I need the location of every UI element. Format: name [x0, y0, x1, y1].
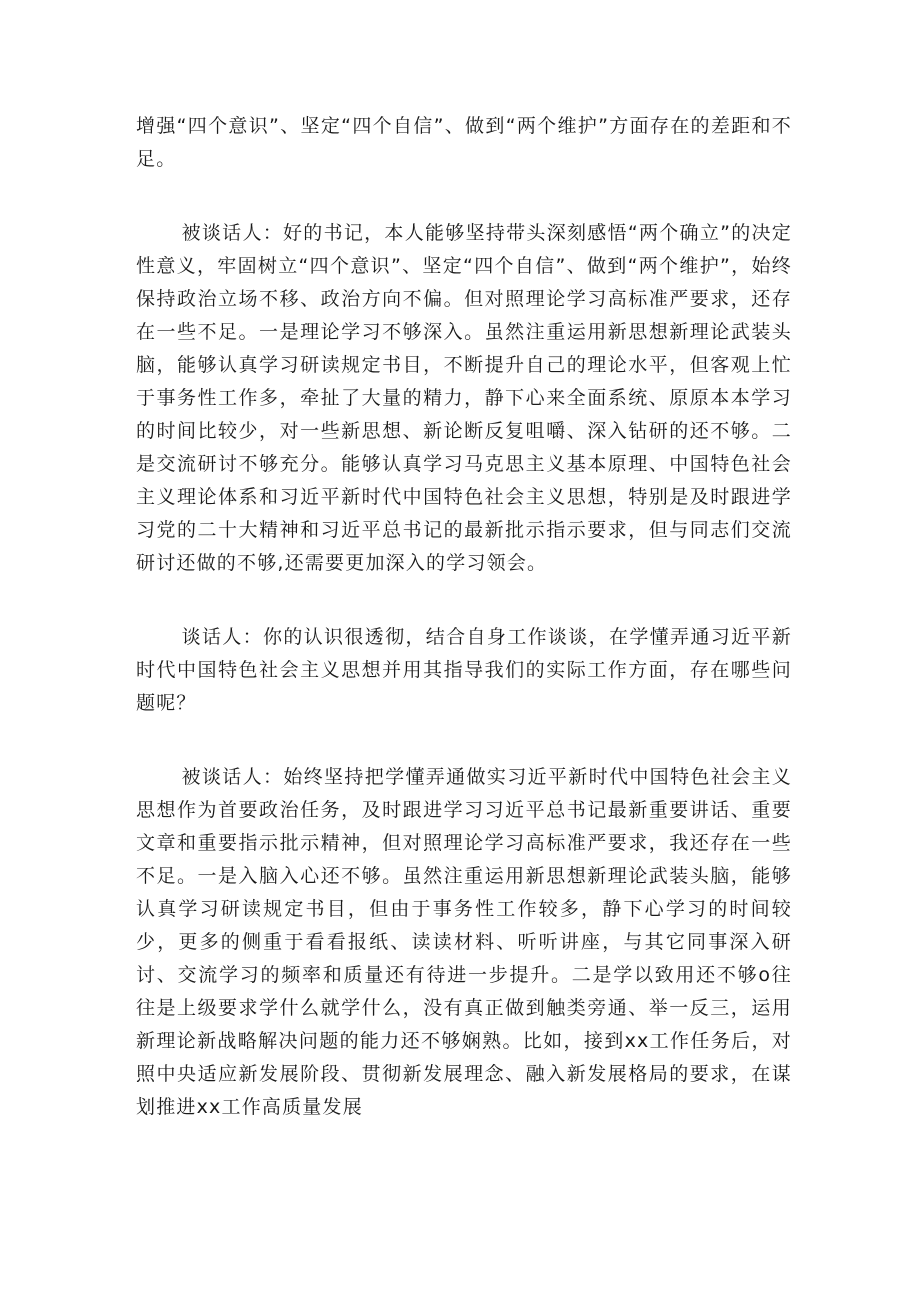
paragraph-interviewee-answer-2: 被谈话人：始终坚持把学懂弄通做实习近平新时代中国特色社会主义思想作为首要政治任务，及时跟进学习习近平总书记最新重要讲话、重要文章和重要指示批示精神，但对照理论学习高标准严要求，我还存在一些不足。一是入脑入心还不够。虽然注重运用新思想新理论武装头脑，能够认真学习研读规定书目，但由于事务性工作较多，静下心学习的时间较少，更多的侧重于看看报纸、读读材料、听听讲座，与其它同事深入研讨、交流学习的频率和质量还有待进一步提升。二是学以致用还不够o往往是上级要求学什么就学什么，没有真正做到触类旁通、举一反三，运用新理论新战略解决问题的能力还不够娴熟。比如，接到xx工作任务后，对照中央适应新发展阶段、贯彻新发展理念、融入新发展格局的要求，在谋划推进xx工作高质量发展	[136, 766, 792, 1118]
paragraph-continuation: 增强“四个意识”、坚定“四个自信”、做到“两个维护”方面存在的差距和不足。	[136, 115, 792, 170]
paragraph-interviewer-question: 谈话人：你的认识很透彻，结合自身工作谈谈，在学懂弄通习近平新时代中国特色社会主义思想并用其指导我们的实际工作方面，存在哪些问题呢？	[136, 626, 792, 714]
paragraph-gap	[136, 720, 792, 761]
paragraph-gap	[136, 580, 792, 621]
document-body	[136, 110, 792, 1124]
paragraph-gap	[136, 176, 792, 217]
paragraph-interviewee-answer-1: 被谈话人：好的书记，本人能够坚持带头深刻感悟“两个确立”的决定性意义，牢固树立“四个意识”、坚定“四个自信”、做到“两个维护”，始终保持政治立场不移、政治方向不偏。但对照理论学习高标准严要求，还存在一些不足。一是理论学习不够深入。虽然注重运用新思想新理论武装头脑，能够认真学习研读规定书目，不断提升自己的理论水平，但客观上忙于事务性工作多，牵扯了大量的精力，静下心来全面系统、原原本本学习的时间比较少，对一些新思想、新论断反复咀嚼、深入钻研的还不够。二是交流研讨不够充分。能够认真学习马克思主义基本原理、中国特色社会主义理论体系和习近平新时代中国特色社会主义思想，特别是及时跟进学习党的二十大精神和习近平总书记的最新批示指示要求，但与同志们交流研讨还做的不够,还需要更加深入的学习领会。	[136, 222, 792, 574]
